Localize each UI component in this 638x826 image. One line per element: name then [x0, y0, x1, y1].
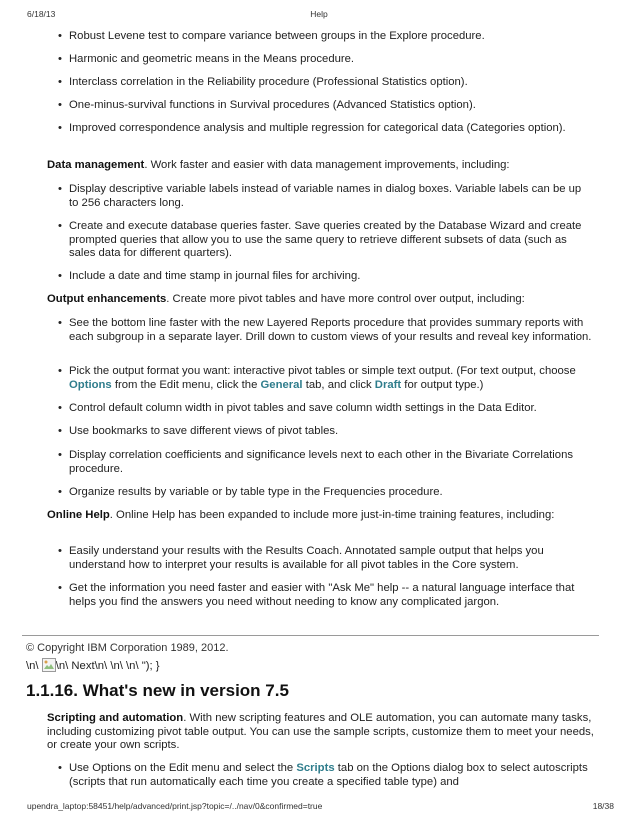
list-item: • Include a date and time stamp in journal files for archiving. — [58, 270, 361, 282]
next-link[interactable]: \n\ Next\n\ \n\ \n\ "); } — [55, 660, 160, 672]
list-item: • Create and execute database queries faster. Save queries created by the Database Wizard and create prompted queries that allow you to use the same query to retrieve different subsets of data (such as sales data for different quarters). — [58, 220, 582, 260]
data-management-heading: Data management — [47, 159, 145, 171]
list-item: • Use Options on the Edit menu and select the Scripts tab on the Options dialog box to select autoscripts (scripts that run automatically each time you create a specified table type) and — [58, 762, 588, 788]
list-item: • Interclass correlation in the Reliability procedure (Professional Statistics option). — [58, 76, 468, 88]
navigation-script-text: \n\ \n\ Next\n\ \n\ \n\ "); } — [26, 660, 160, 672]
copyright-notice: © Copyright IBM Corporation 1989, 2012. — [26, 642, 229, 654]
output-enhancements-paragraph: Output enhancements. Create more pivot tables and have more control over output, including: — [47, 293, 525, 305]
page-number: 18/38 — [592, 801, 614, 811]
scripts-tab-reference: Scripts — [296, 762, 335, 774]
print-url: upendra_laptop:58451/help/advanced/print.jsp?topic=/../nav/0&confirmed=true — [27, 801, 323, 811]
data-management-paragraph: Data management. Work faster and easier with data management improvements, including: — [47, 159, 510, 171]
list-item: • Control default column width in pivot tables and save column width settings in the Data Editor. — [58, 402, 537, 414]
divider — [22, 635, 599, 636]
list-item: • Get the information you need faster and easier with "Ask Me" help -- a natural language interface that helps you find the answers you need without needing to know any complicated jargon. — [58, 582, 575, 608]
section-heading: 1.1.16. What's new in version 7.5 — [26, 681, 289, 700]
output-enhancements-heading: Output enhancements — [47, 293, 167, 305]
general-tab-reference: General — [260, 378, 303, 391]
list-item: • Pick the output format you want: interactive pivot tables or simple text output. (For text output, choose Options from the Edit menu, click the General tab, and click Draft for output type.) — [58, 365, 576, 391]
print-date: 6/18/13 — [27, 9, 56, 19]
scripting-heading: Scripting and automation — [47, 712, 184, 724]
list-item: • Use bookmarks to save different views of pivot tables. — [58, 425, 339, 437]
list-item: • One-minus-survival functions in Survival procedures (Advanced Statistics option). — [58, 99, 476, 111]
list-item: • See the bottom line faster with the new Layered Reports procedure that provides summary reports with each subgroup in a separate layer. Drill down to custom views of your results and reveal key information. — [58, 317, 592, 343]
print-title: Help — [310, 9, 328, 19]
list-item: • Easily understand your results with the Results Coach. Annotated sample output that helps you understand how to interpret your results is available for all pivot tables in the Core system. — [58, 545, 544, 571]
online-help-paragraph: Online Help. Online Help has been expanded to include more just-in-time training features, including: — [47, 509, 555, 521]
list-item: • Improved correspondence analysis and multiple regression for categorical data (Categories option). — [58, 122, 566, 134]
draft-option-reference: Draft — [374, 378, 402, 391]
list-item: • Organize results by variable or by table type in the Frequencies procedure. — [58, 486, 443, 498]
broken-image-icon[interactable] — [42, 658, 56, 672]
scripting-paragraph: Scripting and automation. With new scripting features and OLE automation, you can automate many tasks, including customizing pivot table output. You can use the sample scripts, customize them to meet your needs, or create your own scripts. — [47, 712, 594, 752]
list-item: • Display correlation coefficients and significance levels next to each other in the Bivariate Correlations procedure. — [58, 449, 574, 475]
online-help-heading: Online Help — [47, 509, 110, 521]
list-item: • Robust Levene test to compare variance between groups in the Explore procedure. — [58, 30, 485, 42]
options-menu-reference: Options — [69, 378, 112, 391]
list-item: • Display descriptive variable labels instead of variable names in dialog boxes. Variable labels can be up to 256 characters long. — [58, 183, 582, 209]
list-item: • Harmonic and geometric means in the Means procedure. — [58, 53, 355, 65]
